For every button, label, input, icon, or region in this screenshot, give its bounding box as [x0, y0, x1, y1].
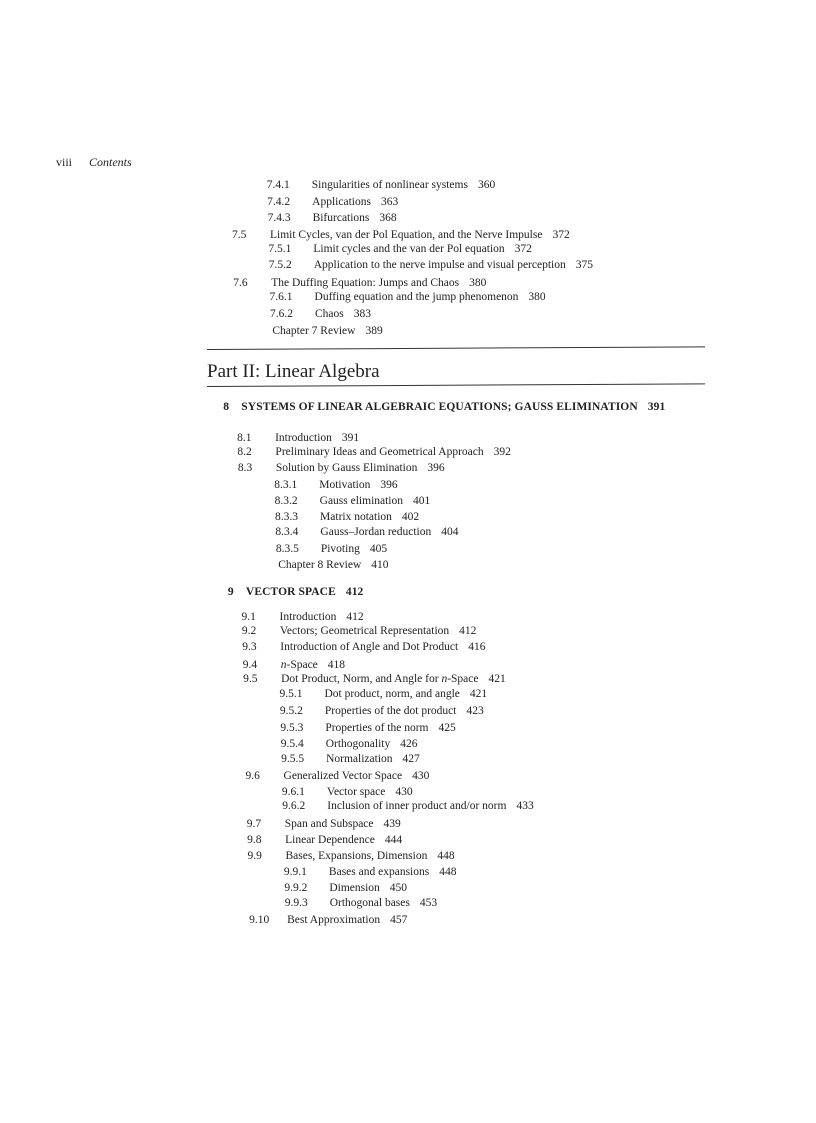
entry-page: 412	[459, 625, 477, 637]
entry-title: Matrix notation	[320, 511, 392, 523]
entry-number: 7.6	[233, 277, 248, 289]
entry-page: 433	[516, 800, 534, 812]
entry-page: 439	[383, 818, 401, 830]
entry-title: Dot Product, Norm, and Angle for n-Space	[281, 673, 479, 685]
entry-title: Applications	[312, 196, 371, 208]
entry-page: 402	[401, 511, 420, 523]
entry-number: 9.5.3	[280, 722, 304, 734]
entry-number: 9.5.5	[281, 753, 305, 765]
entry-page: 396	[427, 462, 445, 474]
entry-page: 416	[468, 641, 486, 653]
entry-title: Dot product, norm, and angle	[324, 688, 460, 700]
entry-page: 372	[514, 243, 532, 255]
entry-title: Linear Dependence	[285, 834, 375, 846]
entry-title: Motivation	[319, 479, 371, 491]
entry-title: Bases and expansions	[328, 866, 430, 878]
entry-title: Properties of the dot product	[324, 705, 457, 717]
entry-title: Introduction of Angle and Dot Product	[280, 641, 459, 653]
entry-number: 9.10	[249, 914, 270, 926]
entry-title: Normalization	[326, 753, 393, 765]
entry-page: 404	[441, 526, 459, 538]
entry-title: Introduction	[279, 611, 337, 623]
entry-title: Limit cycles and the van der Pol equation	[313, 243, 505, 255]
entry-page: 410	[371, 559, 389, 571]
entry-number: 9.9.3	[284, 897, 308, 909]
entry-page: 444	[384, 834, 403, 846]
entry-number: 9.9.1	[283, 866, 307, 878]
entry-number: 9.8	[247, 834, 262, 846]
entry-number: 9.4	[242, 659, 258, 671]
entry-page: 372	[552, 229, 570, 241]
entry-title: Preliminary Ideas and Geometrical Approach	[275, 446, 484, 458]
entry-title: Application to the nerve impulse and visual perception	[313, 259, 566, 271]
entry-number: 9.1	[241, 611, 256, 623]
entry-title: Gauss–Jordan reduction	[320, 526, 432, 538]
entry-title: Duffing equation and the jump phenomenon	[314, 291, 519, 303]
part-rule-bottom	[207, 383, 705, 387]
entry-title: Orthogonal bases	[329, 897, 410, 909]
entry-number: 7.4.2	[267, 196, 291, 208]
entry-title: Vector space	[326, 786, 386, 798]
entry-page: 430	[395, 786, 413, 798]
entry-title: Generalized Vector Space	[283, 770, 403, 782]
entry-page: 368	[379, 212, 397, 224]
entry-number: 8.3.1	[274, 479, 298, 491]
entry-page: 418	[327, 659, 346, 671]
entry-title: Vectors; Geometrical Representation	[279, 625, 450, 637]
entry-title: VECTOR SPACE	[245, 586, 336, 598]
entry-page: 421	[488, 673, 506, 685]
entry-number: 7.6.2	[269, 308, 293, 320]
entry-number: 7.5.2	[268, 259, 292, 271]
entry-title: Introduction	[275, 432, 332, 444]
entry-title: Dimension	[329, 882, 380, 894]
entry-page: 405	[369, 543, 388, 555]
page-number: viii	[56, 155, 73, 169]
entry-page: 380	[528, 291, 546, 303]
part-rule-top	[207, 346, 705, 350]
entry-number: 9.5	[243, 673, 258, 685]
entry-title: Best Approximation	[287, 914, 381, 926]
entry-page: 421	[469, 688, 488, 700]
entry-number: 9.5.4	[280, 738, 304, 750]
entry-number: 9.5.1	[279, 688, 303, 700]
entry-number: 8.3.5	[275, 543, 299, 555]
entry-title: Pivoting	[320, 543, 360, 555]
entry-title: Inclusion of inner product and/or norm	[327, 800, 507, 812]
entry-number: 9.9	[247, 850, 262, 862]
entry-number: 8.3	[237, 462, 253, 474]
entry-page: 427	[402, 753, 420, 765]
running-title: Contents	[89, 155, 132, 169]
entry-number: 8.1	[237, 432, 252, 444]
entry-number: 7.4.3	[267, 212, 291, 224]
entry-page: 453	[419, 897, 438, 909]
entry-page: 389	[365, 325, 383, 337]
entry-title: Chapter 7 Review	[272, 325, 356, 337]
entry-page: 391	[647, 401, 666, 413]
entry-page: 448	[437, 850, 455, 862]
entry-number: 8	[223, 401, 230, 413]
entry-page: 430	[412, 770, 430, 782]
entry-title: Bifurcations	[312, 212, 370, 224]
entry-number: 9.3	[242, 641, 257, 653]
entry-page: 425	[438, 722, 456, 734]
entry-number: 7.5	[232, 229, 247, 241]
entry-number: 8.3.4	[275, 526, 299, 538]
entry-page: 412	[346, 611, 364, 623]
entry-number: 9.6	[245, 770, 260, 782]
entry-number: 7.6.1	[269, 291, 293, 303]
entry-number: 9.2	[241, 625, 257, 637]
entry-title: SYSTEMS OF LINEAR ALGEBRAIC EQUATIONS; GAUSS ELIMINATION	[241, 401, 638, 413]
entry-page: 448	[439, 866, 457, 878]
entry-number: 8.2	[237, 446, 252, 458]
entry-page: 383	[353, 308, 371, 320]
entry-page: 401	[413, 495, 431, 507]
entry-page: 457	[390, 914, 408, 926]
entry-page: 375	[575, 259, 593, 271]
entry-page: 450	[389, 882, 408, 894]
entry-page: 380	[469, 277, 487, 289]
entry-page: 360	[477, 179, 496, 191]
entry-number: 7.4.1	[266, 179, 290, 191]
entry-title: Singularities of nonlinear systems	[311, 179, 468, 191]
entry-title: Solution by Gauss Elimination	[275, 462, 418, 474]
entry-number: 9.9.2	[284, 882, 308, 894]
entry-title: n-Space	[280, 659, 318, 671]
entry-page: 396	[380, 479, 398, 491]
entry-page: 363	[380, 196, 399, 208]
entry-number: 9	[227, 586, 234, 598]
entry-page: 392	[493, 446, 511, 458]
entry-page: 423	[466, 705, 484, 717]
entry-page: 391	[341, 432, 360, 444]
entry-number: 9.6.1	[281, 786, 305, 798]
entry-number: 8.3.2	[274, 495, 298, 507]
entry-title: Bases, Expansions, Dimension	[285, 850, 428, 862]
entry-number: 9.5.2	[279, 705, 303, 717]
entry-title: Properties of the norm	[325, 722, 429, 734]
entry-page: 426	[400, 738, 418, 750]
entry-title: Limit Cycles, van der Pol Equation, and the Nerve Impulse	[270, 229, 543, 241]
entry-title: Orthogonality	[325, 738, 391, 750]
entry-number: 8.3.3	[275, 511, 299, 523]
entry-number: 7.5.1	[268, 243, 292, 255]
entry-title: Span and Subspace	[284, 818, 374, 830]
entry-title: Chapter 8 Review	[278, 559, 362, 571]
entry-title: Chaos	[314, 308, 344, 320]
entry-title: The Duffing Equation: Jumps and Chaos	[271, 277, 460, 289]
entry-page: 412	[345, 586, 364, 598]
entry-number: 9.6.2	[282, 800, 306, 812]
part-title: Part II: Linear Algebra	[207, 361, 380, 382]
entry-number: 9.7	[246, 818, 262, 830]
entry-title: Gauss elimination	[319, 495, 404, 507]
